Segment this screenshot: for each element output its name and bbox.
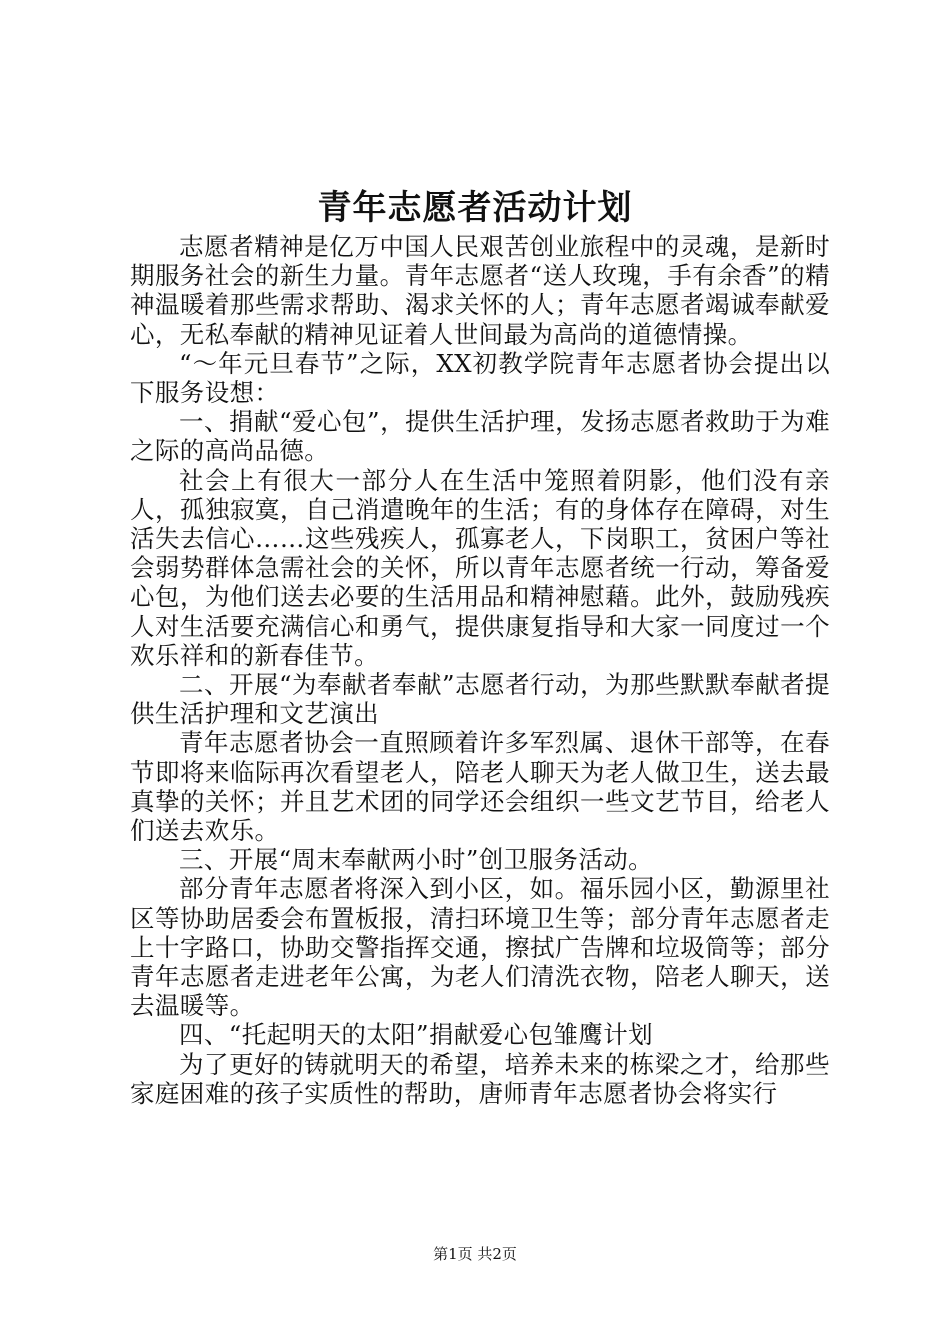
paragraph: “～年元旦春节”之际，XX初教学院青年志愿者协会提出以下服务设想： (130, 348, 830, 408)
paragraph: 志愿者精神是亿万中国人民艰苦创业旅程中的灵魂，是新时期服务社会的新生力量。青年志愿者“送人玫瑰，手有余香”的精神温暖着那些需求帮助、渴求关怀的人；青年志愿者竭诚奉献爱心，无私奉献的精神见证着人世间最为高尚的道德情操。 (130, 232, 830, 349)
paragraph: 社会上有很大一部分人在生活中笼照着阴影，他们没有亲人，孤独寂寞，自己消遣晚年的生活；有的身体存在障碍，对生活失去信心……这些残疾人，孤寡老人，下岗职工，贫困户等社会弱势群体急需社会的关怀，所以青年志愿者统一行动，筹备爱心包，为他们送去必要的生活用品和精神慰藉。此外，鼓励残疾人对生活要充满信心和勇气，提供康复指导和大家一同度过一个欢乐祥和的新春佳节。 (130, 465, 830, 670)
page-footer: 第1页 共2页 (433, 1245, 517, 1263)
paragraph: 四、“托起明天的太阳”捐献爱心包雏鹰计划 (179, 1020, 654, 1050)
document-body (130, 232, 830, 1108)
paragraph: 为了更好的铸就明天的希望，培养未来的栋梁之才，给那些家庭困难的孩子实质性的帮助，唐师青年志愿者协会将实行 (130, 1049, 830, 1108)
paragraph: 青年志愿者协会一直照顾着许多军烈属、退休干部等，在春节即将来临际再次看望老人，陪老人聊天为老人做卫生，送去最真挚的关怀；并且艺术团的同学还会组织一些文艺节目，给老人们送去欢乐。 (130, 728, 830, 846)
paragraph: 三、开展“周末奉献两小时”创卫服务活动。 (179, 845, 654, 875)
paragraph: 二、开展“为奉献者奉献”志愿者行动，为那些默默奉献者提供生活护理和文艺演出 (130, 670, 830, 729)
paragraph: 部分青年志愿者将深入到小区，如。福乐园小区，勤源里社区等协助居委会布置板报，清扫环境卫生等；部分青年志愿者走上十字路口，协助交警指挥交通，擦拭广告牌和垃圾筒等；部分青年志愿者走进老年公寓，为老人们清洗衣物，陪老人聊天，送去温暖等。 (130, 874, 830, 1021)
paragraph: 一、捐献“爱心包”，提供生活护理，发扬志愿者救助于为难之际的高尚品德。 (130, 407, 830, 466)
document-title: 青年志愿者活动计划 (317, 188, 633, 228)
